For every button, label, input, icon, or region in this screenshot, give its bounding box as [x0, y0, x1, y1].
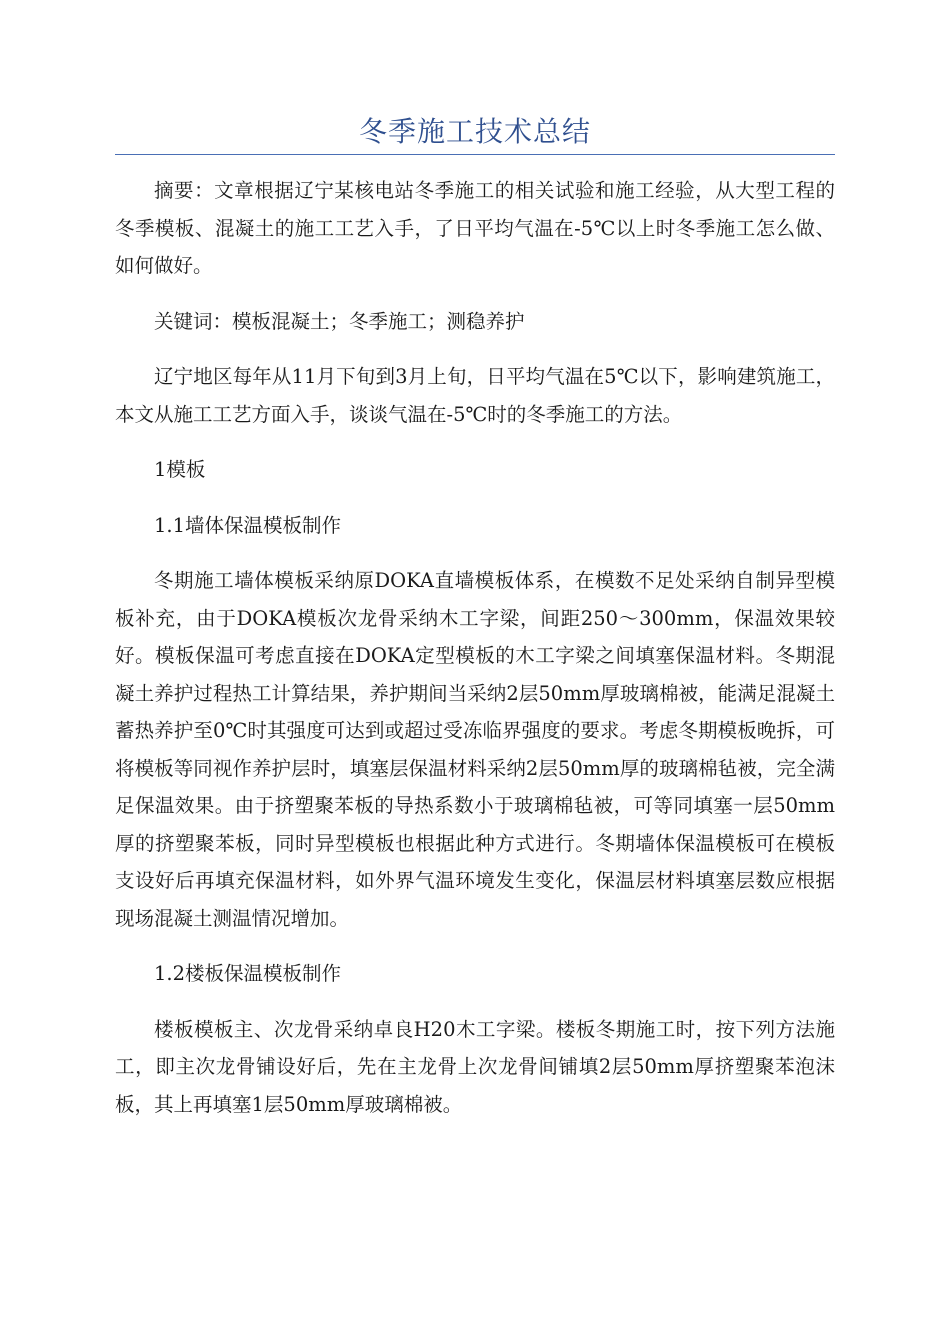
- wall-formwork-paragraph: 冬期施工墙体模板采纳原DOKA直墙模板体系，在模数不足处采纳自制异型模板补充，由于DOKA模板次龙骨采纳木工字梁，间距250～300mm，保温效果较好。模板保温可考虑直接在DOKA定型模板的木工字梁之间填塞保温材料。冬期混凝土养护过程热工计算结果，养护期间当采纳2层50mm厚玻璃棉被，能满足混凝土蓄热养护至0℃时其强度可达到或超过受冻临界强度的要求。考虑冬期模板晚拆，可将模板等同视作养护层时，填塞层保温材料采纳2层50mm厚的玻璃棉毡被，完全满足保温效果。由于挤塑聚苯板的导热系数小于玻璃棉毡被，可等同填塞一层50mm厚的挤塑聚苯板，同时异型模板也根据此种方式进行。冬期墙体保温模板可在模板支设好后再填充保温材料，如外界气温环境发生变化，保温层材料填塞层数应根据现场混凝土测温情况增加。: [115, 569, 835, 930]
- document-title: 冬季施工技术总结: [358, 115, 591, 148]
- document-body: [115, 172, 835, 1123]
- title-underline: [115, 154, 835, 155]
- keywords-paragraph: 关键词：模板混凝土；冬季施工；测稳养护: [154, 309, 525, 333]
- subsection-heading-wall-formwork: 1.1墙体保温模板制作: [154, 513, 342, 537]
- intro-paragraph: 辽宁地区每年从11月下旬到3月上旬，日平均气温在5℃以下，影响建筑施工，本文从施工工艺方面入手，谈谈气温在-5℃时的冬季施工的方法。: [115, 365, 835, 426]
- subsection-heading-slab-formwork: 1.2楼板保温模板制作: [154, 962, 342, 985]
- section-heading-formwork: 1模板: [154, 458, 206, 481]
- slab-formwork-paragraph: 楼板模板主、次龙骨采纳卓良H20木工字梁。楼板冬期施工时，按下列方法施工，即主次龙骨铺设好后，先在主龙骨上次龙骨间铺填2层50mm厚挤塑聚苯泡沫板，其上再填塞1层50mm厚玻璃棉被。: [115, 1017, 835, 1116]
- abstract-paragraph: 摘要：文章根据辽宁某核电站冬季施工的相关试验和施工经验，从大型工程的冬季模板、混凝土的施工工艺入手，了日平均气温在-5℃以上时冬季施工怎么做、如何做好。: [115, 179, 835, 277]
